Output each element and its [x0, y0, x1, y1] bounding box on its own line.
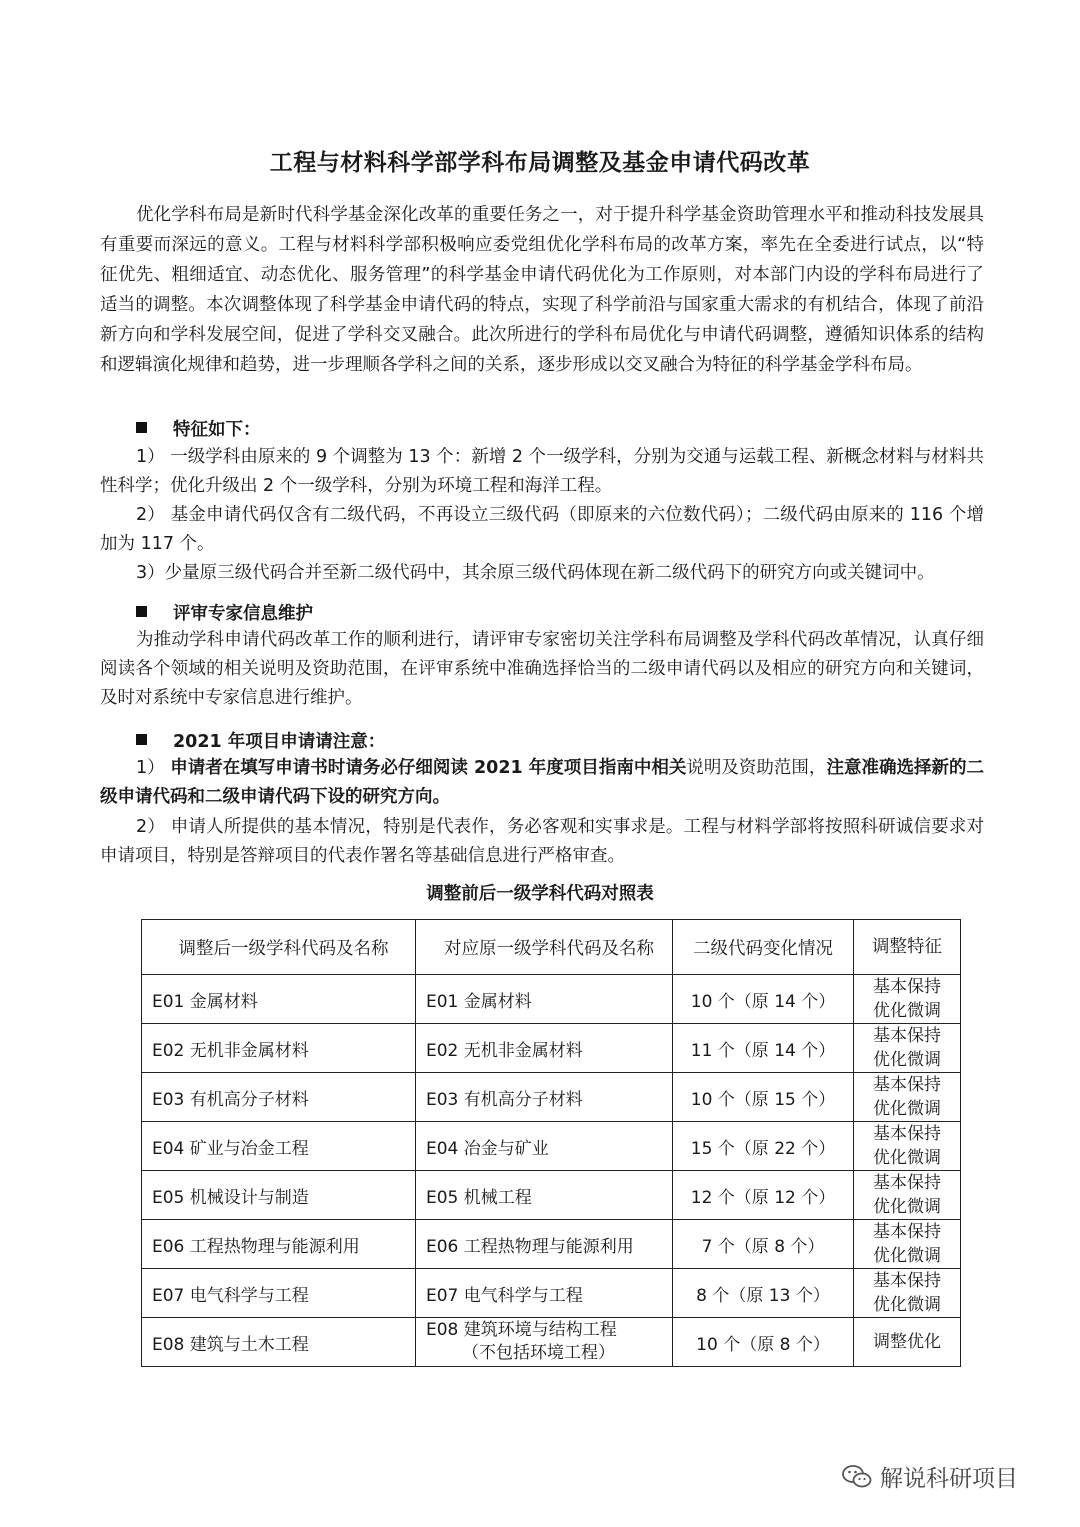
new-discipline-cell: E06 工程热物理与能源利用 [142, 1220, 416, 1269]
feature-cell: 基本保持 优化微调 [854, 1122, 961, 1171]
code-change-cell: 11 个（原 14 个） [673, 1024, 854, 1073]
table-row [142, 975, 961, 1024]
feature-cell: 基本保持 优化微调 [854, 1024, 961, 1073]
intro-paragraph: 优化学科布局是新时代科学基金深化改革的重要任务之一，对于提升科学基金资助管理水平和推动科技发展具有重要而深远的意义。工程与材料科学部积极响应委党组优化学科布局的改革方案，率先在全委进行试点，以“特征优先、粗细适宜、动态优化、服务管理”的科学基金申请代码优化为工作原则，对本部门内设的学科布局进行了适当的调整。本次调整体现了科学基金申请代码的特点，实现了科学前沿与国家重大需求的有机结合，体现了前沿新方向和学科发展空间，促进了学科交叉融合。此次所进行的学科布局优化与申请代码调整，遵循知识体系的结构和逻辑演化规律和趋势，进一步理顺各学科之间的关系，逐步形成以交叉融合为特征的科学基金学科布局。 [100, 205, 984, 375]
page-title: 工程与材料科学部学科布局调整及基金申请代码改革 [269, 150, 811, 176]
old-discipline-cell: E04 冶金与矿业 [416, 1122, 673, 1171]
code-change-cell: 8 个（原 13 个） [673, 1269, 854, 1318]
table-row [142, 1220, 961, 1269]
header-cell: 对应原一级学科代码及名称 [416, 920, 673, 975]
wechat-watermark: 解说科研项目 [842, 1460, 1018, 1493]
table-header-row [142, 920, 961, 975]
new-discipline-cell: E08 建筑与土木工程 [142, 1318, 416, 1367]
section-2021-heading: 2021 年项目申请请注意： [136, 728, 385, 756]
section-features-heading: 特征如下： [136, 416, 261, 444]
feature-item-2: 2） 基金申请代码仅含有二级代码，不再设立三级代码（即原来的六位数代码）；二级代码由原来的 116 个增加为 117 个。 [100, 505, 984, 554]
feature-cell: 基本保持 优化微调 [854, 1220, 961, 1269]
new-discipline-cell: E04 矿业与冶金工程 [142, 1122, 416, 1171]
new-discipline-cell: E05 机械设计与制造 [142, 1171, 416, 1220]
header-cell: 调整后一级学科代码及名称 [142, 920, 416, 975]
expert-paragraph: 为推动学科申请代码改革工作的顺利进行，请评审专家密切关注学科布局调整及学科代码改革情况，认真仔细阅读各个领域的相关说明及资助范围，在评审系统中准确选择恰当的二级申请代码以及相应的研究方向和关键词，及时对系统中专家信息进行维护。 [100, 630, 984, 708]
code-change-cell: 15 个（原 22 个） [673, 1122, 854, 1171]
table-row [142, 1269, 961, 1318]
notice-item-1: 1） 申请者在填写申请书时请务必仔细阅读 2021 年度项目指南中相关说明及资助范围，注意准确选择新的二级申请代码和二级申请代码下设的研究方向。 [100, 758, 985, 807]
wechat-icon [842, 1464, 872, 1490]
header-cell: 二级代码变化情况 [673, 920, 854, 975]
feature-item-1: 1） 一级学科由原来的 9 个调整为 13 个：新增 2 个一级学科，分别为交通与运载工程、新概念材料与材料共性科学；优化升级出 2 个一级学科，分别为环境工程和海洋工程。 [100, 447, 984, 496]
table-row [142, 1122, 961, 1171]
table-row [142, 1024, 961, 1073]
code-change-cell: 7 个（原 8 个） [673, 1220, 854, 1269]
table-caption: 调整前后一级学科代码对照表 [426, 884, 654, 904]
new-discipline-cell: E03 有机高分子材料 [142, 1073, 416, 1122]
notice-item-2: 2） 申请人所提供的基本情况，特别是代表作，务必客观和实事求是。工程与材料学部将按照科研诚信要求对申请项目，特别是答辩项目的代表作署名等基础信息进行严格审查。 [100, 817, 984, 866]
feature-cell: 基本保持 优化微调 [854, 1073, 961, 1122]
table-row [142, 1073, 961, 1122]
discipline-code-table [141, 919, 961, 1367]
old-discipline-cell: E02 无机非金属材料 [416, 1024, 673, 1073]
bullet-square-icon [136, 734, 147, 745]
feature-item-3: 3）少量原三级代码合并至新二级代码中，其余原三级代码体现在新二级代码下的研究方向或关键词中。 [136, 563, 935, 583]
bullet-square-icon [136, 606, 147, 617]
code-change-cell: 10 个（原 8 个） [673, 1318, 854, 1367]
old-discipline-cell: E08 建筑环境与结构工程 （不包括环境工程） [416, 1318, 673, 1367]
code-change-cell: 12 个（原 12 个） [673, 1171, 854, 1220]
new-discipline-cell: E01 金属材料 [142, 975, 416, 1024]
table-row [142, 1318, 961, 1367]
bullet-square-icon [136, 422, 147, 433]
header-cell: 调整特征 [854, 920, 961, 975]
new-discipline-cell: E02 无机非金属材料 [142, 1024, 416, 1073]
feature-cell: 基本保持 优化微调 [854, 1269, 961, 1318]
feature-cell: 基本保持 优化微调 [854, 975, 961, 1024]
old-discipline-cell: E01 金属材料 [416, 975, 673, 1024]
old-discipline-cell: E03 有机高分子材料 [416, 1073, 673, 1122]
table-row [142, 1171, 961, 1220]
code-change-cell: 10 个（原 15 个） [673, 1073, 854, 1122]
code-change-cell: 10 个（原 14 个） [673, 975, 854, 1024]
new-discipline-cell: E07 电气科学与工程 [142, 1269, 416, 1318]
feature-cell: 基本保持 优化微调 [854, 1171, 961, 1220]
feature-cell: 调整优化 [854, 1318, 961, 1367]
old-discipline-cell: E06 工程热物理与能源利用 [416, 1220, 673, 1269]
section-expert-heading: 评审专家信息维护 [136, 600, 313, 628]
old-discipline-cell: E05 机械工程 [416, 1171, 673, 1220]
old-discipline-cell: E07 电气科学与工程 [416, 1269, 673, 1318]
